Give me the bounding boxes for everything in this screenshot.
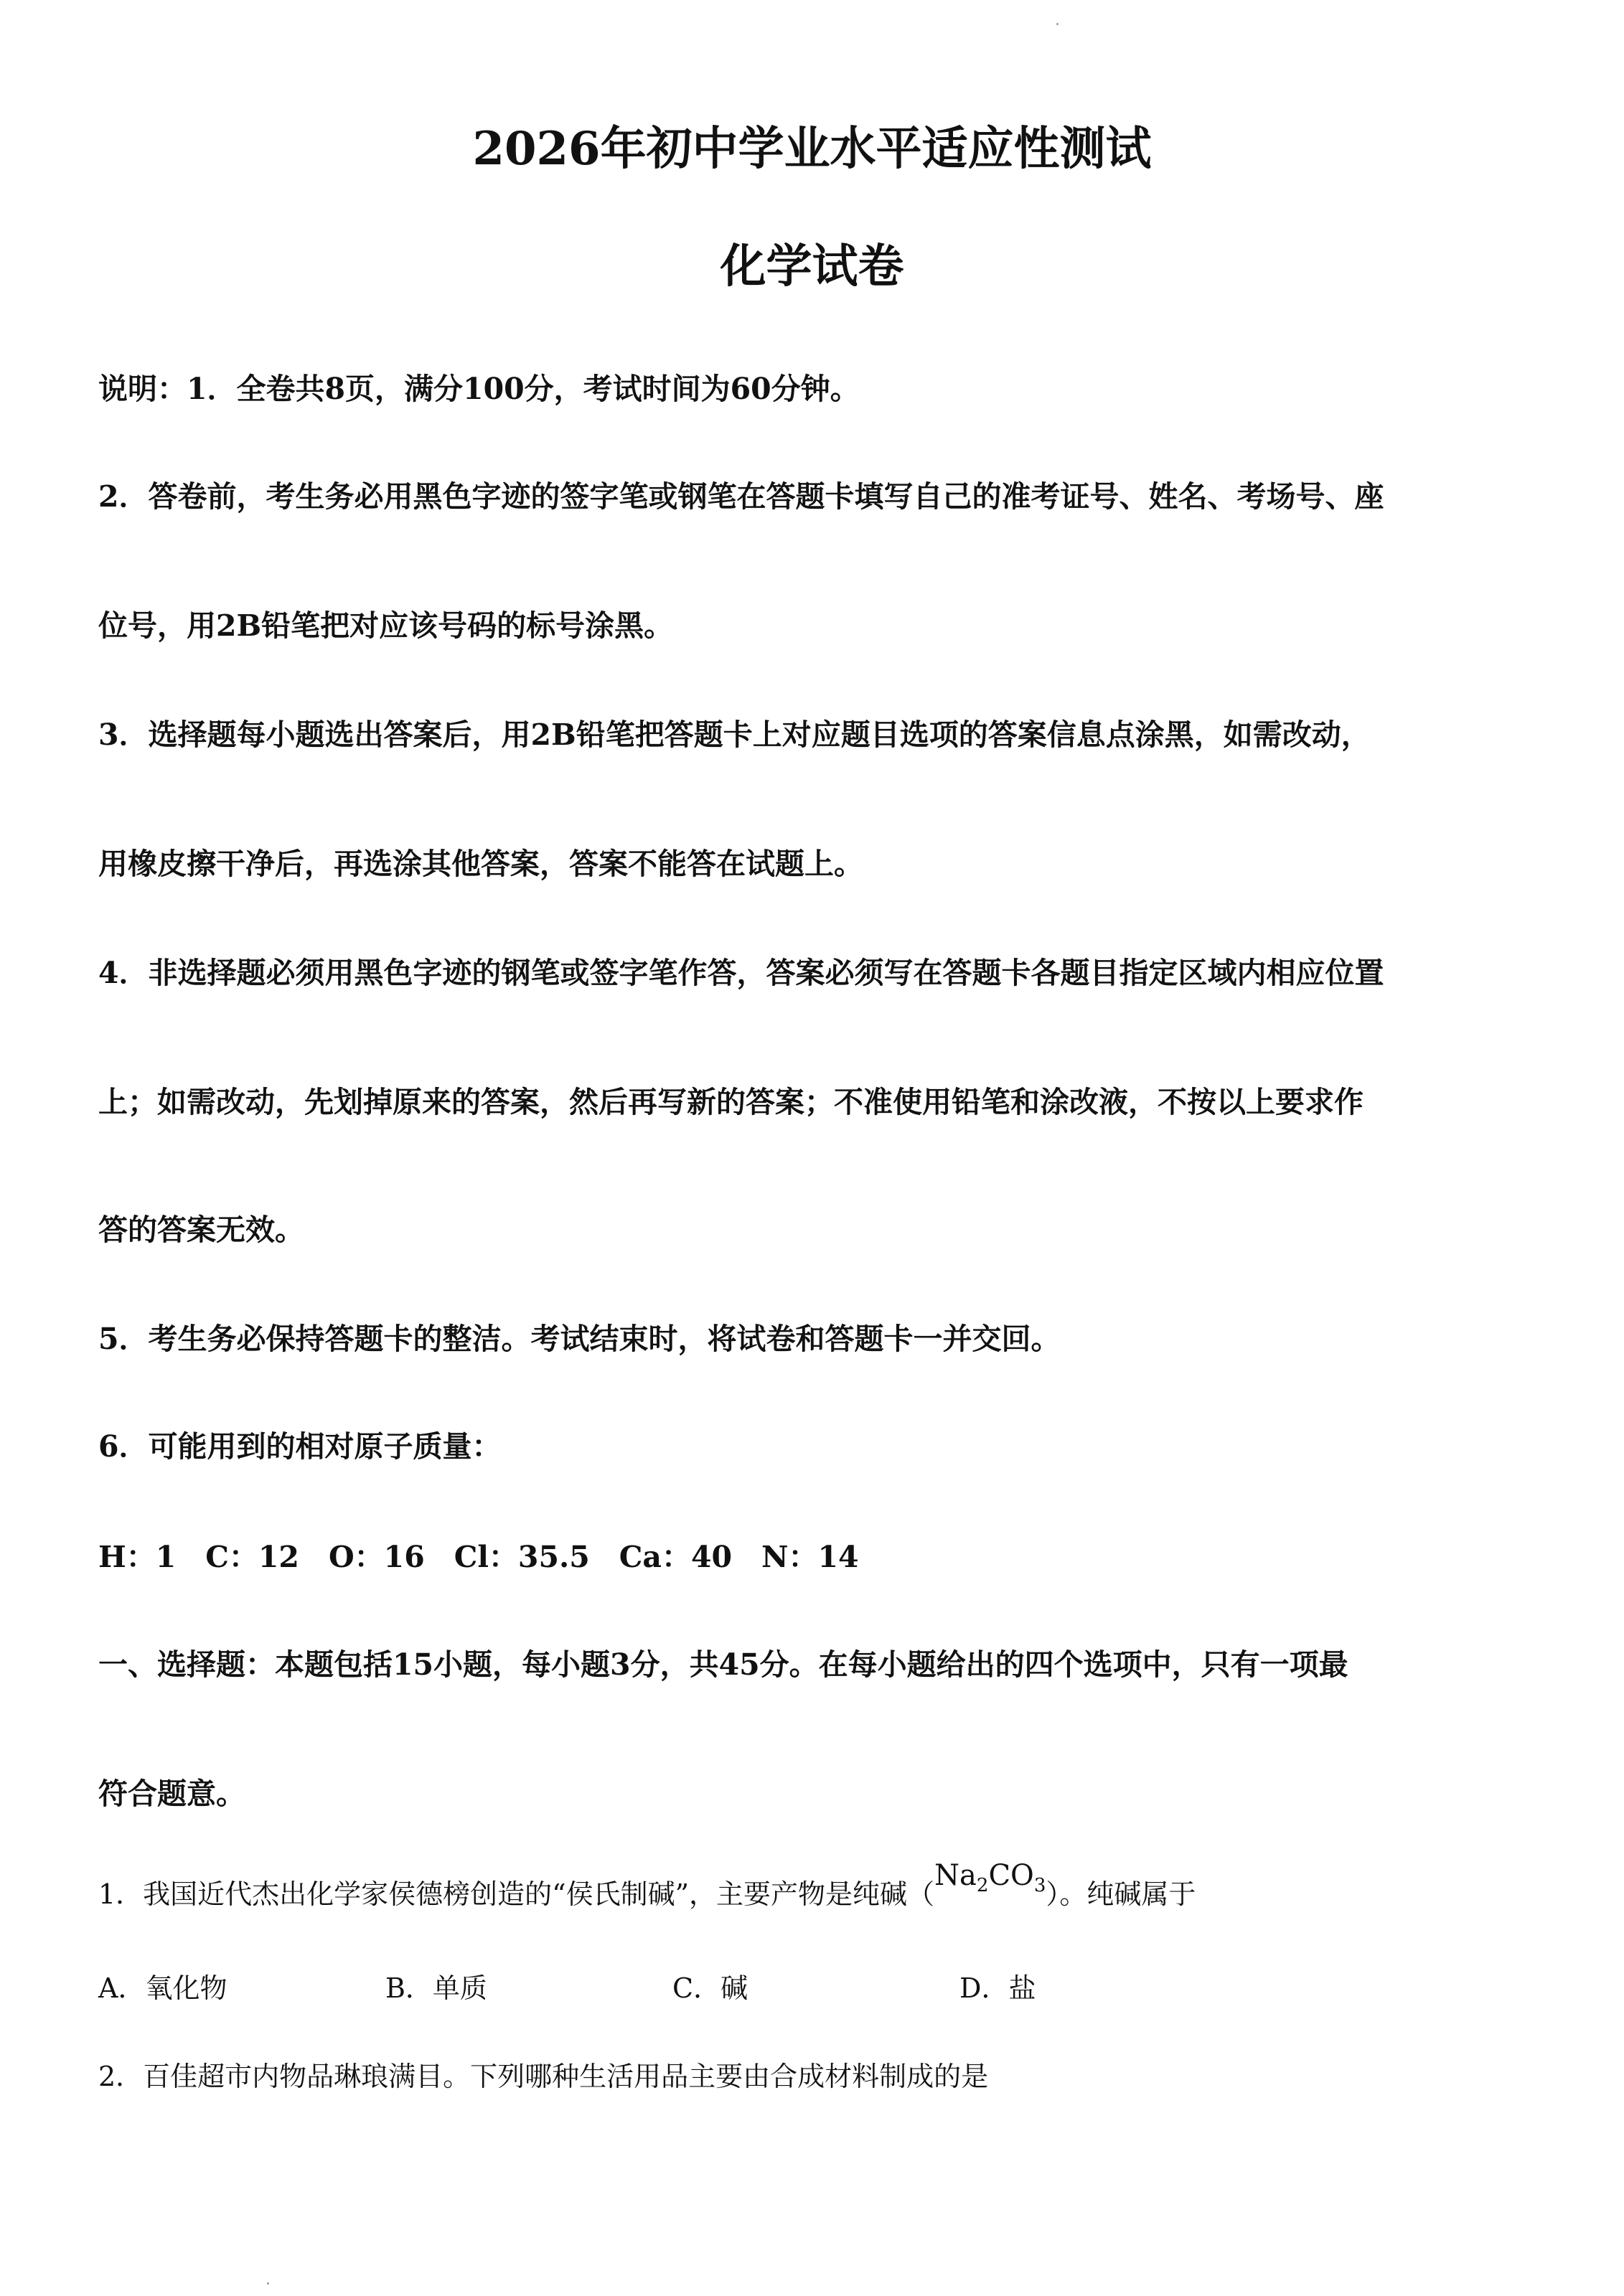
instruction-3a: 3．选择题每小题选出答案后，用2B铅笔把答题卡上对应题目选项的答案信息点涂黑，如需改动， xyxy=(98,718,1371,752)
question-1-text-end: ）。纯碱属于 xyxy=(1046,1878,1196,1910)
exam-subject: 化学试卷 xyxy=(720,240,904,293)
question-1-stem xyxy=(98,1859,1196,1914)
section-heading-a: 一、选择题：本题包括15小题，每小题3分，共45分。在每小题给出的四个选项中，只有一项最 xyxy=(98,1647,1348,1682)
scan-speck xyxy=(1056,23,1059,25)
sodium-carbonate-formula: $Na_2CO_3$ xyxy=(934,1859,1046,1896)
section-heading-b: 符合题意。 xyxy=(98,1777,245,1811)
instruction-4b: 上；如需改动，先划掉原来的答案，然后再写新的答案；不准使用铅笔和涂改液，不按以上要求作 xyxy=(98,1085,1363,1119)
question-1-option-c: C．碱 xyxy=(672,1972,748,2004)
exam-title: 2026年初中学业水平适应性测试 xyxy=(472,122,1152,176)
question-1-option-a: A．氧化物 xyxy=(98,1972,227,2004)
question-2-stem: 2．百佳超市内物品琳琅满目。下列哪种生活用品主要由合成材料制成的是 xyxy=(98,2061,989,2092)
scan-speck xyxy=(267,2282,269,2285)
instruction-1: 说明：1．全卷共8页，满分100分，考试时间为60分钟。 xyxy=(98,372,860,406)
instruction-3b: 用橡皮擦干净后，再选涂其他答案，答案不能答在试题上。 xyxy=(98,847,863,881)
atomic-masses: H：1 C：12 O：16 Cl：35.5 Ca：40 N：14 xyxy=(98,1540,859,1574)
question-1-option-d: D．盐 xyxy=(959,1972,1036,2004)
instruction-4c: 答的答案无效。 xyxy=(98,1213,304,1247)
instruction-2a: 2．答卷前，考生务必用黑色字迹的签字笔或钢笔在答题卡填写自己的准考证号、姓名、考场号、座 xyxy=(98,479,1384,514)
question-1-option-b: B．单质 xyxy=(385,1972,487,2004)
question-1-text: 1．我国近代杰出化学家侯德榜创造的“侯氏制碱”，主要产物是纯碱（ xyxy=(98,1878,935,1910)
instruction-5: 5．考生务必保持答题卡的整洁。考试结束时，将试卷和答题卡一并交回。 xyxy=(98,1322,1061,1356)
instruction-6: 6．可能用到的相对原子质量： xyxy=(98,1429,502,1464)
instruction-4a: 4．非选择题必须用黑色字迹的钢笔或签字笔作答，答案必须写在答题卡各题目指定区域内相应位置 xyxy=(98,956,1384,990)
instruction-2b: 位号，用2B铅笔把对应该号码的标号涂黑。 xyxy=(98,608,674,643)
